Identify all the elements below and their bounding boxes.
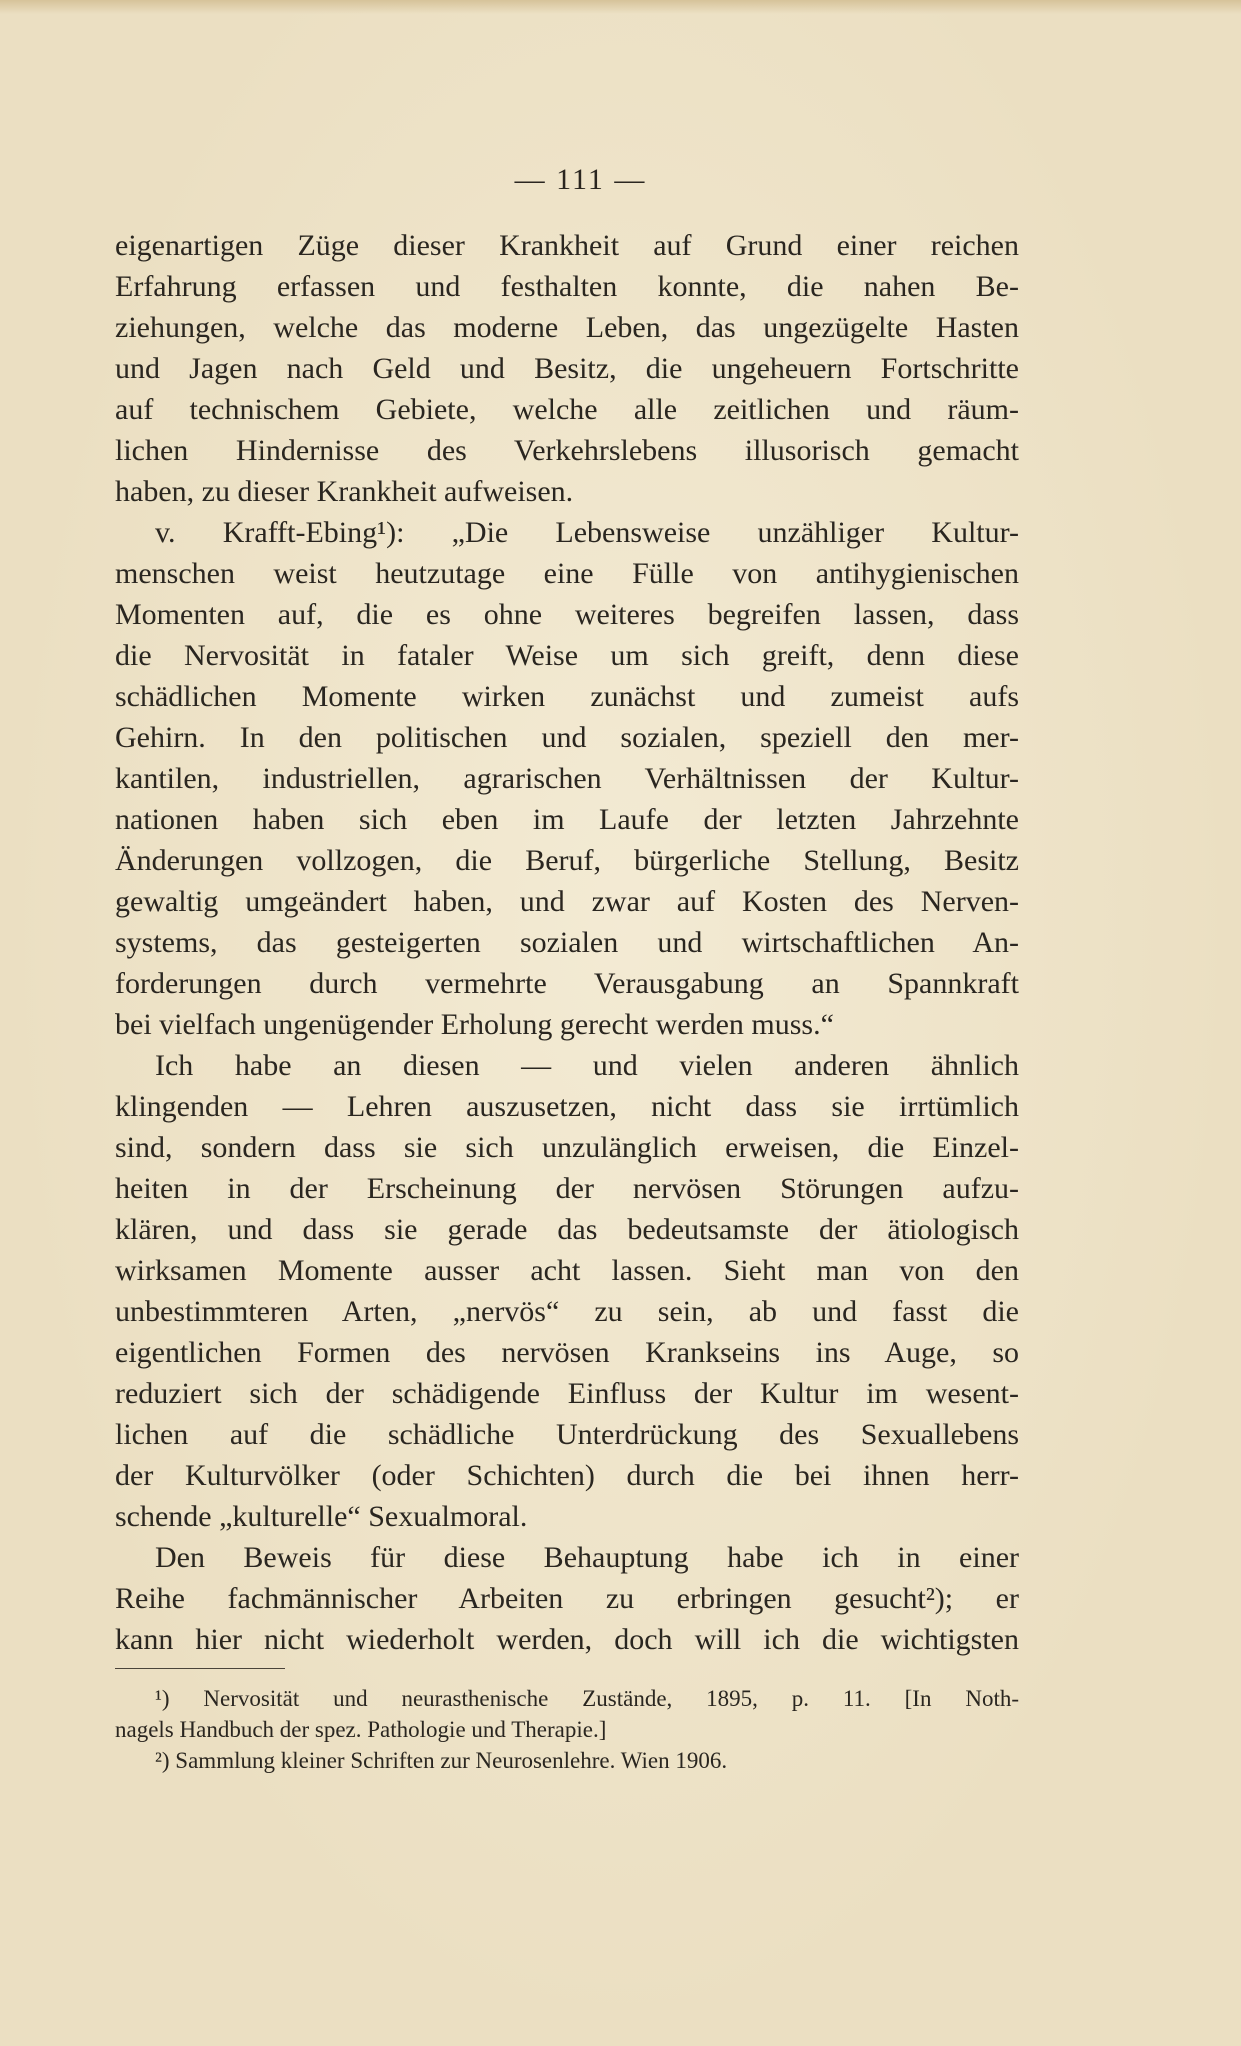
text-line: schädlichen Momente wirken zunächst und zumeist aufs [115, 680, 1019, 713]
footnote-line: nagels Handbuch der spez. Pathologie und Therapie.] [115, 1717, 607, 1742]
text-line: sind, sondern dass sie sich unzulänglich erweisen, die Einzel- [115, 1131, 1019, 1164]
text-line: kantilen, industriellen, agrarischen Verhältnissen der Kultur- [115, 762, 1019, 795]
text-line: auf technischem Gebiete, welche alle zeitlichen und räum- [115, 393, 1019, 426]
text-line: lichen auf die schädliche Unterdrückung des Sexuallebens [115, 1418, 1019, 1451]
text-line: eigentlichen Formen des nervösen Krankseins ins Auge, so [115, 1336, 1019, 1369]
text-line: Reihe fachmännischer Arbeiten zu erbringen gesucht²); er [115, 1582, 1019, 1615]
text-line: heiten in der Erscheinung der nervösen Störungen aufzu- [115, 1172, 1019, 1205]
text-line: bei vielfach ungenügender Erholung gerecht werden muss.“ [115, 1008, 834, 1041]
text-line: lichen Hindernisse des Verkehrslebens illusorisch gemacht [115, 434, 1019, 467]
footnote-line: ²) Sammlung kleiner Schriften zur Neurosenlehre. Wien 1906. [155, 1748, 728, 1773]
footnote-line: ¹) Nervosität und neurasthenische Zustände, 1895, p. 11. [In Noth- [155, 1686, 1019, 1711]
text-line: Erfahrung erfassen und festhalten konnte, die nahen Be- [115, 270, 1019, 303]
text-line: wirksamen Momente ausser acht lassen. Sieht man von den [115, 1254, 1019, 1287]
body-text [115, 225, 1019, 1660]
text-line: schende „kulturelle“ Sexualmoral. [115, 1500, 528, 1533]
text-line: gewaltig umgeändert haben, und zwar auf Kosten des Nerven- [115, 885, 1019, 918]
text-line: und Jagen nach Geld und Besitz, die ungeheuern Fortschritte [115, 352, 1019, 385]
text-line: systems, das gesteigerten sozialen und wirtschaftlichen An- [115, 926, 1019, 959]
page-edge-shadow [0, 0, 1241, 14]
text-line: Änderungen vollzogen, die Beruf, bürgerliche Stellung, Besitz [115, 844, 1019, 877]
text-line: reduziert sich der schädigende Einfluss der Kultur im wesent- [115, 1377, 1019, 1410]
text-line: der Kulturvölker (oder Schichten) durch die bei ihnen herr- [115, 1459, 1019, 1492]
text-line: unbestimmteren Arten, „nervös“ zu sein, ab und fasst die [115, 1295, 1019, 1328]
text-line: klingenden — Lehren auszusetzen, nicht dass sie irrtümlich [115, 1090, 1019, 1123]
text-line: klären, und dass sie gerade das bedeutsamste der ätiologisch [115, 1213, 1019, 1246]
text-line: menschen weist heutzutage eine Fülle von antihygienischen [115, 557, 1019, 590]
page-number: — 111 — [514, 163, 647, 196]
text-line: eigenartigen Züge dieser Krankheit auf Grund einer reichen [115, 229, 1019, 262]
text-line: Momenten auf, die es ohne weiteres begreifen lassen, dass [115, 598, 1019, 631]
text-line: Ich habe an diesen — und vielen anderen ähnlich [155, 1049, 1019, 1082]
text-line: v. Krafft-Ebing¹): „Die Lebensweise unzähliger Kultur- [155, 516, 1019, 549]
footnotes [115, 1683, 1019, 1776]
text-line: Gehirn. In den politischen und sozialen, speziell den mer- [115, 721, 1019, 754]
text-line: die Nervosität in fataler Weise um sich greift, denn diese [115, 639, 1019, 672]
text-line: kann hier nicht wiederholt werden, doch will ich die wichtigsten [115, 1623, 1019, 1656]
text-line: Den Beweis für diese Behauptung habe ich in einer [155, 1541, 1019, 1574]
footnote-divider [115, 1668, 285, 1669]
text-line: nationen haben sich eben im Laufe der letzten Jahrzehnte [115, 803, 1019, 836]
text-line: haben, zu dieser Krankheit aufweisen. [115, 475, 574, 508]
text-line: forderungen durch vermehrte Verausgabung an Spannkraft [115, 967, 1019, 1000]
text-line: ziehungen, welche das moderne Leben, das ungezügelte Hasten [115, 311, 1019, 344]
